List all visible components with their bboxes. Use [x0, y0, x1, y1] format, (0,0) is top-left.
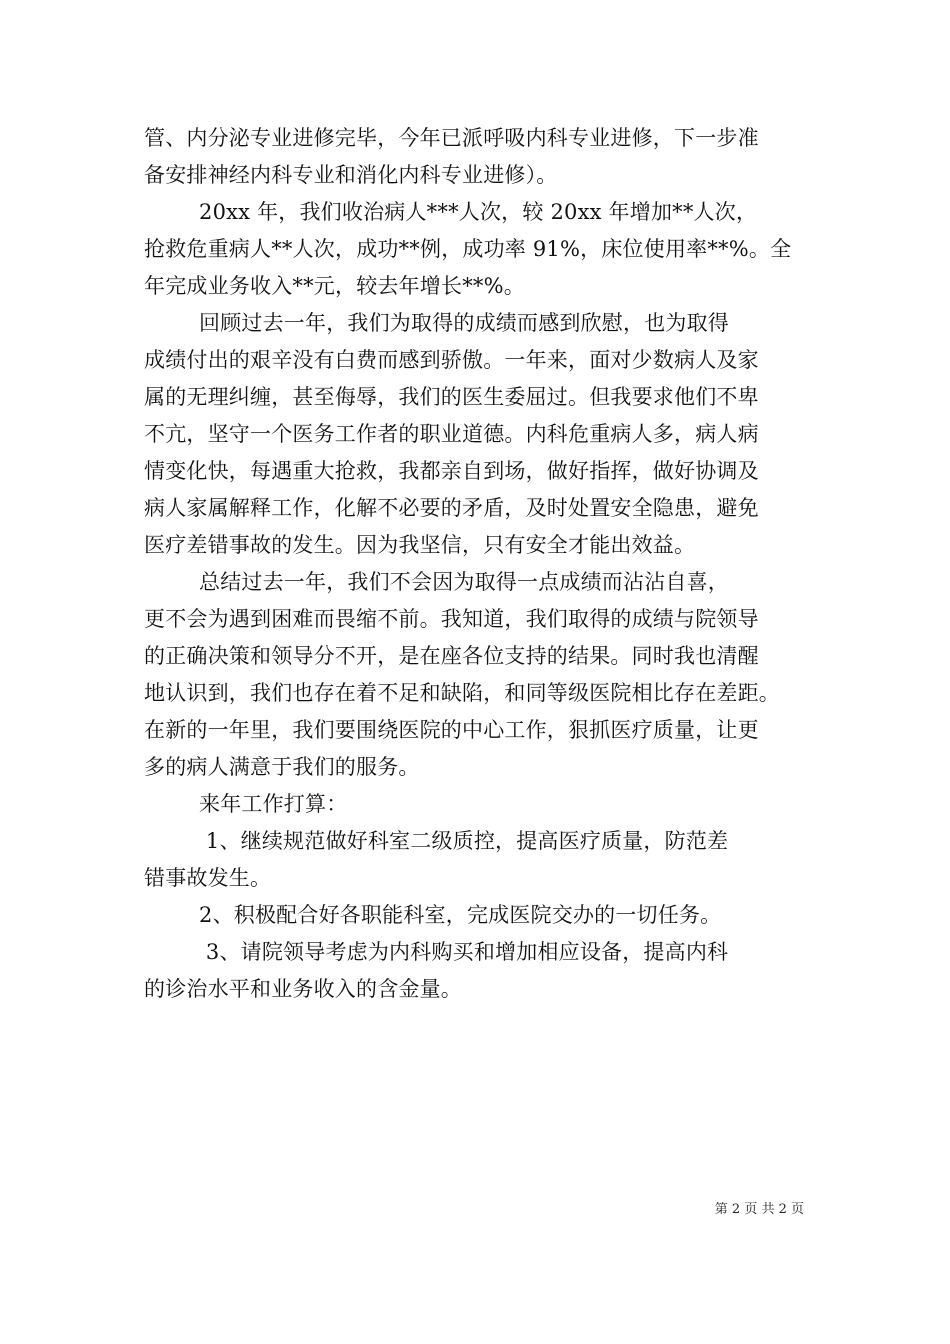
text-line: 20xx 年，我们收治病人***人次，较 20xx 年增加**人次，	[144, 200, 758, 224]
text-line: 管、内分泌专业进修完毕，今年已派呼吸内科专业进修，下一步准	[144, 126, 759, 150]
text-line: 属的无理纠缠，甚至侮辱，我们的医生委屈过。但我要求他们不卑	[144, 385, 759, 409]
text-line: 抢救危重病人**人次，成功**例，成功率 91%，床位使用率**%。全	[144, 237, 792, 261]
text-line: 情变化快，每遇重大抢救，我都亲自到场，做好指挥，做好协调及	[144, 459, 759, 483]
text-line: 更不会为遇到困难而畏缩不前。我知道，我们取得的成绩与院领导	[144, 607, 759, 631]
text-line: 的诊治水平和业务收入的含金量。	[144, 977, 462, 1001]
text-line: 总结过去一年，我们不会因为取得一点成绩而沾沾自喜，	[144, 570, 729, 594]
text-line: 在新的一年里，我们要围绕医院的中心工作，狠抓医疗质量，让更	[144, 718, 759, 742]
text-line: 3、请院领导考虑为内科购买和增加相应设备，提高内科	[144, 940, 729, 964]
text-line: 错事故发生。	[144, 866, 272, 890]
text-line: 病人家属解释工作，化解不必要的矛盾，及时处置安全隐患，避免	[144, 496, 759, 520]
text-line: 成绩付出的艰辛没有白费而感到骄傲。一年来，面对少数病人及家	[144, 348, 759, 372]
text-line: 不亢，坚守一个医务工作者的职业道德。内科危重病人多，病人病	[144, 422, 759, 446]
text-line: 2、积极配合好各职能科室，完成医院交办的一切任务。	[144, 903, 722, 927]
text-line: 地认识到，我们也存在着不足和缺陷，和同等级医院相比存在差距。	[144, 681, 780, 705]
text-line: 备安排神经内科专业和消化内科专业进修）。	[144, 163, 558, 187]
text-line: 医疗差错事故的发生。因为我坚信，只有安全才能出效益。	[144, 533, 696, 557]
text-line: 来年工作打算：	[144, 792, 348, 816]
text-line: 的正确决策和领导分不开，是在座各位支持的结果。同时我也清醒	[144, 644, 759, 668]
document-body	[144, 120, 816, 1008]
text-line: 1、继续规范做好科室二级质控，提高医疗质量，防范差	[144, 829, 729, 853]
text-line: 年完成业务收入**元，较去年增长**%。	[144, 274, 525, 298]
page-number-footer: 第 2 页 共 2 页	[714, 1202, 804, 1217]
text-line: 多的病人满意于我们的服务。	[144, 755, 420, 779]
text-line: 回顾过去一年，我们为取得的成绩而感到欣慰，也为取得	[144, 311, 729, 335]
